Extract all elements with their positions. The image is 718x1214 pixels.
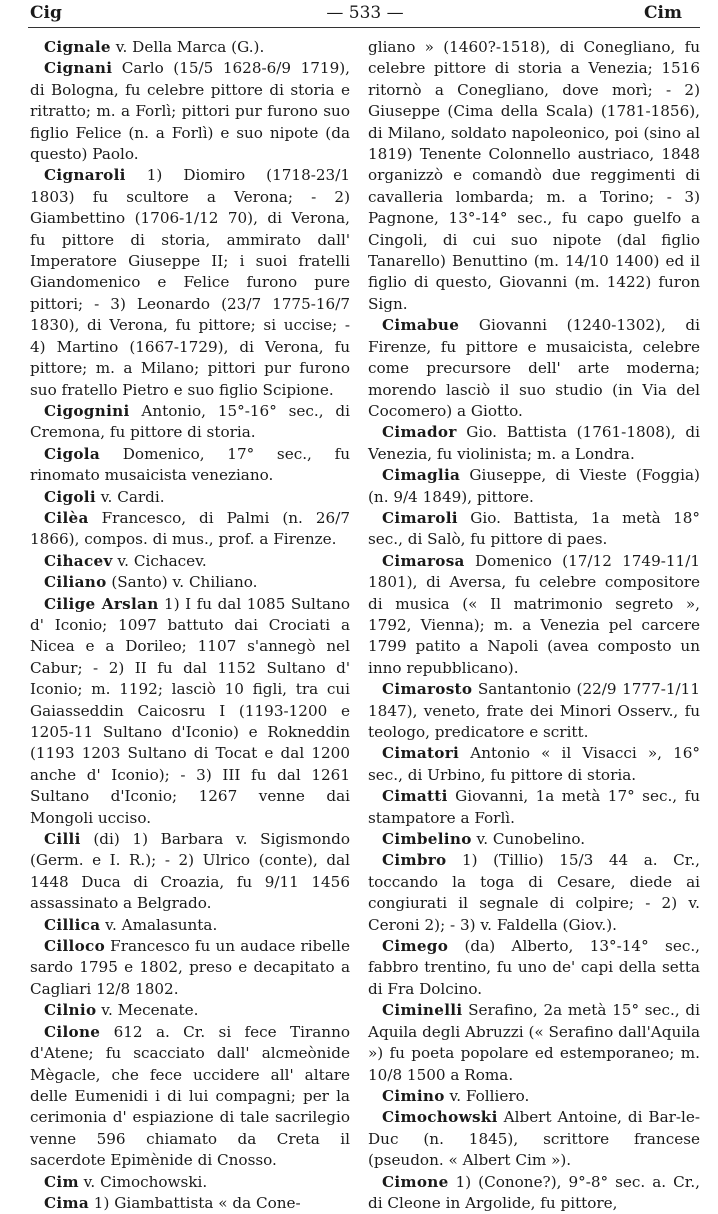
entry-headword: Cima bbox=[44, 1193, 89, 1212]
entry-text: 1) Giambattista « da Cone- bbox=[88, 1193, 301, 1212]
entry-text: 612 a. Cr. si fece Tiranno d'Atene; fu scacciato dall' alcmeònide Mègacle, che fece uccidere all' altare delle Eumenidi i di lui compagni; per la cerimonia d' espiazione di tale sacrilegio venne 596 chiamato da Creta il sacerdote Epimènide di Cnosso. bbox=[30, 1022, 350, 1170]
entry-text: v. Folliero. bbox=[444, 1086, 530, 1105]
dictionary-entry bbox=[368, 850, 700, 936]
entry-text: Giovanni (1240-1302), di Firenze, fu pittore e musaicista, celebre come precursore dell' arte moderna; morendo lasciò il suo studio (in Via del Cocomero) a Giotto. bbox=[368, 316, 700, 420]
dictionary-entry bbox=[368, 936, 700, 1000]
entry-headword: Cillica bbox=[44, 915, 101, 934]
entry-headword: Cimabue bbox=[382, 316, 460, 335]
dictionary-entry bbox=[368, 37, 700, 315]
entry-text: Gio. Battista, 1a metà 18° sec., di Salò, fu pittore di paes. bbox=[368, 508, 700, 549]
dictionary-entry bbox=[368, 829, 700, 850]
entry-text: v. Cunobelino. bbox=[471, 830, 586, 849]
page-number: — 533 — bbox=[326, 3, 404, 23]
entry-headword: Cimarosa bbox=[382, 551, 465, 570]
dictionary-entry bbox=[30, 1000, 350, 1021]
entry-headword: Cimatori bbox=[382, 744, 460, 763]
entry-headword: Cimino bbox=[382, 1086, 445, 1105]
entry-headword: Cimatti bbox=[382, 787, 448, 806]
entry-headword: Cilone bbox=[44, 1022, 101, 1041]
dictionary-entry bbox=[30, 444, 350, 487]
dictionary-entry bbox=[30, 401, 350, 444]
entry-text: Giuseppe, di Vieste (Foggia) (n. 9/4 1849), pittore. bbox=[368, 466, 700, 506]
dictionary-entry bbox=[30, 594, 350, 829]
entry-headword: Cihacev bbox=[44, 551, 113, 570]
entry-headword: Cilloco bbox=[44, 937, 106, 956]
entry-text: v. Della Marca (G.). bbox=[110, 38, 265, 56]
entry-text: v. Amalasunta. bbox=[100, 915, 218, 934]
dictionary-entry bbox=[30, 1193, 350, 1214]
entry-text: 1) Diomiro (1718-23/1 1803) fu scultore a Verona; - 2) Giambettino (1706-1/12 70), di Verona, fu pittore di storia, ammirato dall' Imperatore Giuseppe II; i suoi fratelli Giandomenico e Felice furono pure pittori; - 3) Leonardo (23/7 1775-16/7 1830), di Verona, fu pittore; si uccise; - 4) Martino (1667-1729), di Verona, fu pittore; m. a Milano; pittori pur furono suo fratello Pietro e suo figlio Scipione. bbox=[30, 166, 350, 399]
entry-headword: Cignani bbox=[44, 59, 113, 78]
entry-headword: Cimbro bbox=[382, 851, 447, 870]
entry-text: Domenico (17/12 1749-11/1 1801), di Aversa, fu celebre compositore di musica (« Il matrimonio segreto », 1792, Vienna); m. a Venezia pel carcere 1799 patito a Napoli (avea composto un inno repubblicano). bbox=[368, 551, 700, 677]
page-header bbox=[30, 2, 700, 24]
entry-headword: Ciliano bbox=[44, 573, 107, 592]
dictionary-entry bbox=[368, 1000, 700, 1086]
entry-headword: Cimochowski bbox=[382, 1108, 498, 1127]
entry-text: Serafino, 2a metà 15° sec., di Aquila degli Abruzzi (« Serafino dall'Aquila ») fu poeta popolare ed estemporaneo; m. 10/8 1500 a Roma. bbox=[368, 1001, 701, 1084]
dictionary-entry bbox=[368, 1086, 700, 1107]
entry-headword: Ciminelli bbox=[382, 1001, 463, 1020]
entry-text: gliano » (1460?-1518), di Conegliano, fu celebre pittore di storia a Venezia; 1516 ritornò a Conegliano, dove morì; - 2) Giuseppe (Cima della Scala) (1781-1856), di Milano, soldato napoleonico, poi (sino al 1819) Tenente Colonnello austriaco, 1848 organizzò e comandò due reggimenti di cavalleria lombarda; m. a Torino; - 3) Pagnone, 13°-14° sec., fu capo guelfo a Cingoli, di cui suo nipote (dal figlio Tanarello) Benuttino (m. 14/10 1400) ed il figlio di questo, Giovanni (m. 1422) furon Sign. bbox=[368, 38, 700, 313]
entry-headword: Cimego bbox=[382, 937, 449, 956]
dictionary-entry bbox=[30, 58, 350, 165]
dictionary-entry bbox=[30, 915, 350, 936]
entry-text: Domenico, 17° sec., fu rinomato musaicista veneziano. bbox=[30, 444, 350, 485]
entry-text: Francesco fu un audace ribelle sardo 1795 e 1802, preso e decapitato a Cagliari 12/8 1802. bbox=[30, 937, 350, 998]
left-column bbox=[30, 37, 350, 1212]
entry-text: Antonio « il Visacci », 16° sec., di Urbino, fu pittore di storia. bbox=[368, 744, 700, 784]
entry-text: Santantonio (22/9 1777-1/11 1847), veneto, frate dei Minori Osserv., fu teologo, predicatore e scritt. bbox=[368, 680, 700, 741]
header-right-guideword: Cim bbox=[644, 3, 682, 23]
entry-headword: Cigognini bbox=[44, 401, 130, 420]
dictionary-entry bbox=[30, 1172, 350, 1193]
dictionary-entry bbox=[30, 1022, 350, 1172]
dictionary-entry bbox=[30, 37, 350, 58]
dictionary-entry bbox=[368, 1107, 700, 1171]
entry-headword: Cim bbox=[44, 1172, 79, 1191]
entry-text: (di) 1) Barbara v. Sigismondo (Germ. e I. R.); - 2) Ulrico (conte), dal 1448 Duca di Croazia, fu 9/11 1456 assassinato a Belgrado. bbox=[30, 830, 350, 913]
entry-headword: Cilli bbox=[44, 830, 81, 849]
dictionary-entry bbox=[368, 422, 700, 465]
header-left-guideword: Cig bbox=[30, 3, 62, 23]
dictionary-entry bbox=[368, 743, 700, 786]
dictionary-entry bbox=[368, 551, 700, 679]
entry-headword: Cimone bbox=[382, 1172, 449, 1191]
entry-headword: Cigola bbox=[44, 444, 101, 463]
entry-text: Francesco, di Palmi (n. 26/7 1866), compos. di mus., prof. a Firenze. bbox=[30, 508, 350, 549]
entry-text: (Santo) v. Chiliano. bbox=[106, 573, 258, 592]
entry-text: 1) (Tillio) 15/3 44 a. Cr., toccando la toga di Cesare, diede ai congiurati il segnale di colpire; - 2) v. Ceroni 2); - 3) v. Faldella (Giov.). bbox=[368, 851, 700, 934]
entry-text: v. Cimochowski. bbox=[78, 1172, 208, 1191]
entry-headword: Cimaroli bbox=[382, 508, 458, 527]
right-column bbox=[368, 37, 701, 1212]
entry-headword: Cilèa bbox=[44, 508, 89, 527]
dictionary-entry bbox=[30, 829, 350, 915]
entry-text: Antonio, 15°-16° sec., di Cremona, fu pittore di storia. bbox=[30, 401, 350, 442]
entry-headword: Cilige Arslan bbox=[44, 594, 159, 613]
dictionary-entry bbox=[368, 786, 700, 829]
dictionary-entry bbox=[368, 679, 700, 743]
dictionary-entry bbox=[368, 465, 700, 508]
dictionary-entry bbox=[30, 572, 350, 593]
entry-text: Giovanni, 1a metà 17° sec., fu stampatore a Forlì. bbox=[368, 787, 700, 827]
dictionary-entry bbox=[30, 551, 350, 572]
entry-headword: Cignale bbox=[44, 38, 111, 56]
entry-text: v. Cardi. bbox=[95, 487, 165, 506]
entry-text: Albert Antoine, di Bar-le-Duc (n. 1845), scrittore francese (pseudon. « Albert Cim »). bbox=[368, 1108, 700, 1170]
dictionary-entry bbox=[30, 165, 350, 400]
entry-text: 1) I fu dal 1085 Sultano d' Iconio; 1097 battuto dai Crociati a Nicea e a Dorileo; 1107 s'annegò nel Cabur; - 2) II fu dal 1152 Sultano d' Iconio; m. 1192; lasciò 10 figli, tra cui Gaiasseddin Caicosru I (1193-1200 e 1205-11 Sultano d'Iconio) e Rokneddin (1193 1203 Sultano di Tocat e dal 1200 anche d' Iconio); - 3) III fu dal 1261 Sultano d'Iconio; 1267 venne dai Mongoli ucciso. bbox=[30, 594, 350, 827]
entry-headword: Cilnio bbox=[44, 1001, 97, 1020]
header-rule bbox=[28, 27, 700, 28]
entry-headword: Cimbelino bbox=[382, 830, 472, 849]
dictionary-entry bbox=[30, 487, 350, 508]
entry-text: v. Cichacev. bbox=[112, 551, 207, 570]
entry-headword: Cimarosto bbox=[382, 680, 473, 699]
dictionary-entry bbox=[368, 508, 700, 551]
entry-text: 1) (Conone?), 9°-8° sec. a. Cr., di Cleone in Argolide, fu pittore, bbox=[368, 1172, 700, 1212]
entry-text: (da) Alberto, 13°-14° sec., fabbro trentino, fu uno de' capi della setta di Fra Dolcino. bbox=[368, 937, 700, 998]
dictionary-entry bbox=[368, 1172, 700, 1214]
entry-headword: Cimaglia bbox=[382, 466, 461, 485]
entry-text: Carlo (15/5 1628-6/9 1719), di Bologna, fu celebre pittore di storia e ritratto; m. a Forlì; pittori pur furono suo figlio Felice (n. a Forlì) e suo nipote (da questo) Paolo. bbox=[30, 59, 350, 164]
entry-text: v. Mecenate. bbox=[96, 1001, 199, 1020]
dictionary-entry bbox=[30, 508, 350, 551]
dictionary-entry bbox=[368, 315, 700, 422]
entry-headword: Cimador bbox=[382, 423, 457, 442]
dictionary-entry bbox=[30, 936, 350, 1000]
entry-text: Gio. Battista (1761-1808), di Venezia, fu violinista; m. a Londra. bbox=[368, 423, 700, 463]
entry-headword: Cignaroli bbox=[44, 166, 126, 185]
entry-headword: Cigoli bbox=[44, 487, 96, 506]
